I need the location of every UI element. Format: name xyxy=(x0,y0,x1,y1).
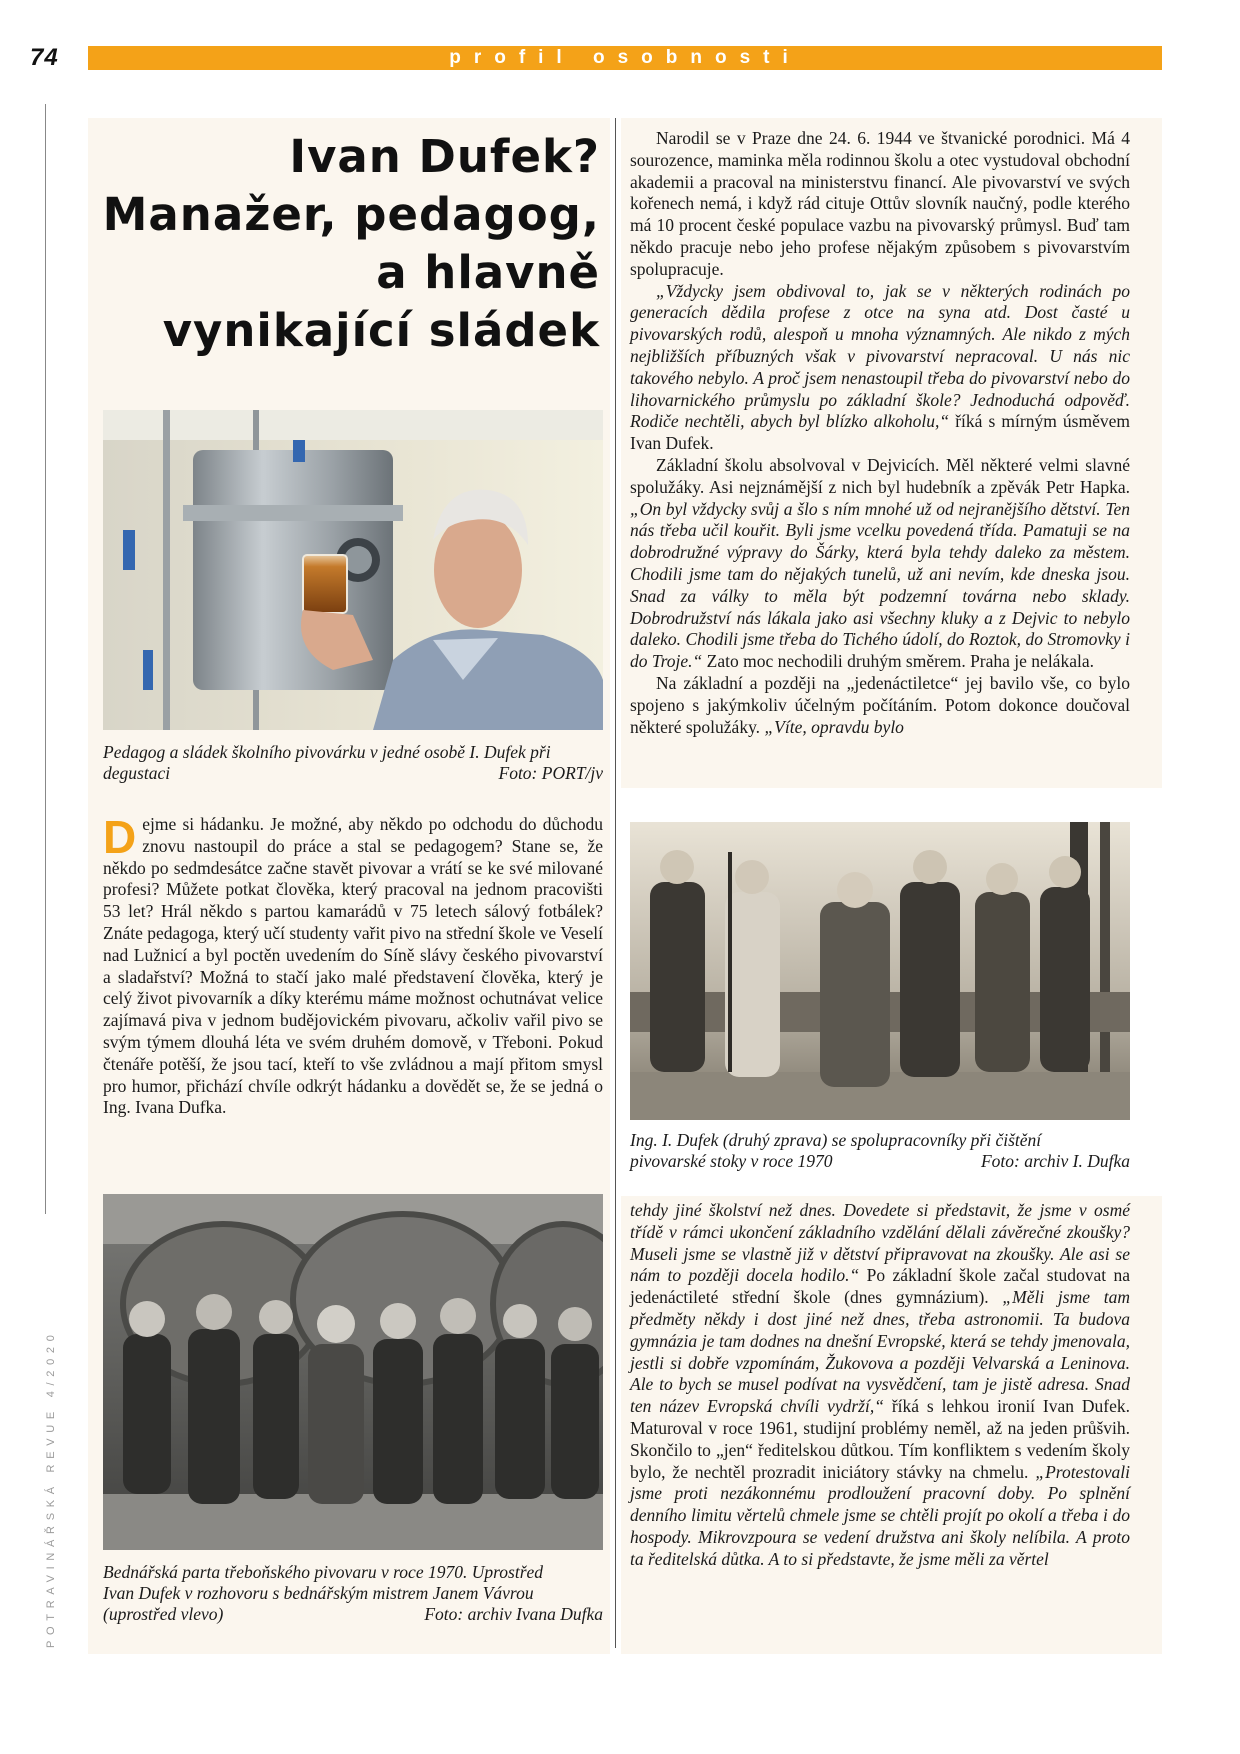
photo2-caption xyxy=(630,1130,1130,1172)
column-separator xyxy=(615,118,616,1648)
paragraph-birth: Narodil se v Praze dne 24. 6. 1944 ve štvanické porodnici. Má 4 sourozence, maminka měla rodinnou školu a otec vystudoval obchodní akademii a pracoval na ministerstvu financí. Ale pivovarství ve svých kořenech nemá, i když rád cituje Ottův slovník naučný, podle kterého má 10 procent české populace vazbu na pivovarský průmysl. Buď tam někdo pracuje nebo jeho profese nějakým způsobem s pivovarstvím spolupracuje. xyxy=(630,128,1130,279)
photo2-caption-line1: Ing. I. Dufek (druhý zprava) se spolupracovníky při čištění xyxy=(630,1130,1042,1150)
photo-sewer-cleaning-team xyxy=(630,822,1130,1120)
headline-line-2: Manažer, pedagog, xyxy=(102,188,600,241)
photo-coopers-team xyxy=(103,1194,603,1550)
photo3-caption-line1: Bednářská parta třeboňského pivovaru v roce 1970. Uprostřed xyxy=(103,1562,544,1582)
section-title: profil osobnosti xyxy=(449,47,801,68)
photo1-caption-line2: degustaci xyxy=(103,763,171,783)
photo3-caption-line3: (uprostřed vlevo) xyxy=(103,1604,224,1624)
photo3-credit: Foto: archiv Ivana Dufka xyxy=(424,1604,603,1624)
photo2-credit: Foto: archiv I. Dufka xyxy=(980,1151,1130,1171)
headline-line-4: vynikající sládek xyxy=(162,304,600,357)
photo2-caption-line2: pivovarské stoky v roce 1970 xyxy=(630,1151,833,1171)
right-column-top-text xyxy=(630,128,1130,738)
section-header-bar xyxy=(88,46,1162,70)
intro-paragraph xyxy=(103,811,603,1119)
photo3-caption xyxy=(103,1562,603,1625)
drop-cap: D xyxy=(103,811,137,863)
article-headline xyxy=(100,128,600,360)
headline-line-3: a hlavně xyxy=(376,246,600,299)
photo3-caption-line2: Ivan Dufek v rozhovoru s bednářským mistrem Janem Vávrou xyxy=(103,1583,534,1603)
right-column-bottom-text xyxy=(630,1200,1130,1571)
photo1-caption-line1: Pedagog a sládek školního pivovárku v jedné osobě I. Dufek při xyxy=(103,742,551,762)
paragraph-school: Základní školu absolvoval v Dejvicích. Měl některé velmi slavné spolužáky. Asi nejznámější z nich byl hudebník a zpěvák Petr Hapka. „On byl vždycky svůj a šlo s ním mnohé už od nejranějšího dětství. Ten nás třeba učil kouřit. Byli jsme vcelku povedená třída. Pamatuji se na dobrodružné výpravy do Šárky, která byla tehdy daleko za městem. Chodili jsme tam do nějakých tunelů, už ani nevím, kde dneska jsou. Snad za války to měla být podzemní továrna nebo sklady. Dobrodružství nás lákala jako asi všechny kluky a z Dejvic to nebylo daleko. Chodili jsme třeba do Tichého údolí, do Roztok, do Stromovky i do Troje.“ Zato moc nechodili druhým směrem. Praha je nelákala. xyxy=(630,454,1130,672)
paragraph-gymnasium: tehdy jiné školství než dnes. Dovedete si představit, že jsme v osmé třídě v rámci ukončení základního vzdělání dělali závěrečné zkoušky? Museli jsme se vlastně již v dětství připravovat na zkoušky. Ale asi se nám to později docela hodilo.“ Po základní škole začal studovat na jedenáctileté střední škole (dnes gymnázium). „Měli jsme tam předměty někdy i dost jiné než dnes, třeba astronomii. Ta budova gymnázia je tam dodnes na dnešní Evropské, která se tehdy jmenovala, jestli si dobře vzpomínám, Žukovova a později Velvarská a Leninova. Ale to bych se musel podívat na vysvědčení, tam je jistě adresa. Snad ten název Evropská chvíli vydrží,“ říká s lehkou ironií Ivan Dufek. Maturoval v roce 1961, studijní problémy neměl, až na jeden průšvih. Skončilo to „jen“ ředitelskou důtkou. Tím konfliktem s vedením školy bylo, že nechtěl prozradit iniciátory stávky na chmelu. „Protestovali jsme proti nezákonnému prodloužení pracovní doby. Po splnění denního limitu věrtelů chmele jsme se chtěli projít po okolí a třeba i do hospody. Mikrovzpoura se vedení družstva ani školy nelíbila. A proto ta ředitelská důtka. A to si představte, že jsme měli za věrtel xyxy=(630,1200,1131,1569)
page-number: 74 xyxy=(30,44,59,71)
paragraph-counting: Na základní a později na „jedenáctiletce“ jej bavilo vše, co bylo spojeno s jakýmkoliv účelným počítáním. Potom dokonce doučoval některé spolužáky. „Víte, opravdu bylo xyxy=(630,672,1130,737)
intro-text: ejme si hádanku. Je možné, aby někdo po odchodu do důchodu znovu nastoupil do práce a stal se pedagogem? Stane se, že někdo po sedmdesátce začne stavět pivovar a vrátí se ke své milované profesi? Můžete potkat člověka, který pracoval na jednom pracovišti 53 let? Hrál někdo s partou kamarádů v 75 letech sálový fotbálek? Znáte pedagoga, který učí studenty vařit pivo na střední škole ve Veselí nad Lužnicí a byl poctěn uvedením do Síně slávy českého pivovarství a sladařství? Možná to stačí jako malé představení člověka, který je celý život pivovarník a díky kterému máme možnost ochutnávat velice zajímavá piva v jednom budějovickém pivovaru, ačkoliv vařil pivo se svým týmem dlouhá léta ve svém druhém domově, v Třeboni. Pokud čtenáře potěší, že jsou tací, kteří to vše zvládnou a mají přitom smysl pro humor, přichází chvíle odkrýt hádanku a dovědět se, že se jedná o Ing. Ivana Dufka. xyxy=(103,814,603,1118)
paragraph-family-quote: „Vždycky jsem obdivoval to, jak se v některých rodinách po generacích dědila profese z otce na syna atd. Dost časté u pivovarských rodů, alespoň u mnoha významných. Ale nikdo z mých nejbližších příbuzných však v pivovarství nepracoval. U nás nic takového nebylo. A proč jsem nenastoupil třeba do pivovarství nebo do lihovarnického průmyslu po základní škole? Jednoduchá odpověď. Rodiče nechtěli, abych byl blízko alkoholu,“ říká s mírným úsměvem Ivan Dufek. xyxy=(630,280,1130,454)
side-rule xyxy=(45,104,46,1214)
photo-brewer-degustation xyxy=(103,410,603,730)
magazine-side-label: POTRAVINÁŘSKÁ REVUE 4/2020 xyxy=(45,1329,57,1648)
photo1-caption xyxy=(103,742,603,784)
headline-line-1: Ivan Dufek? xyxy=(289,130,600,183)
photo1-credit: Foto: PORT/jv xyxy=(498,763,603,783)
